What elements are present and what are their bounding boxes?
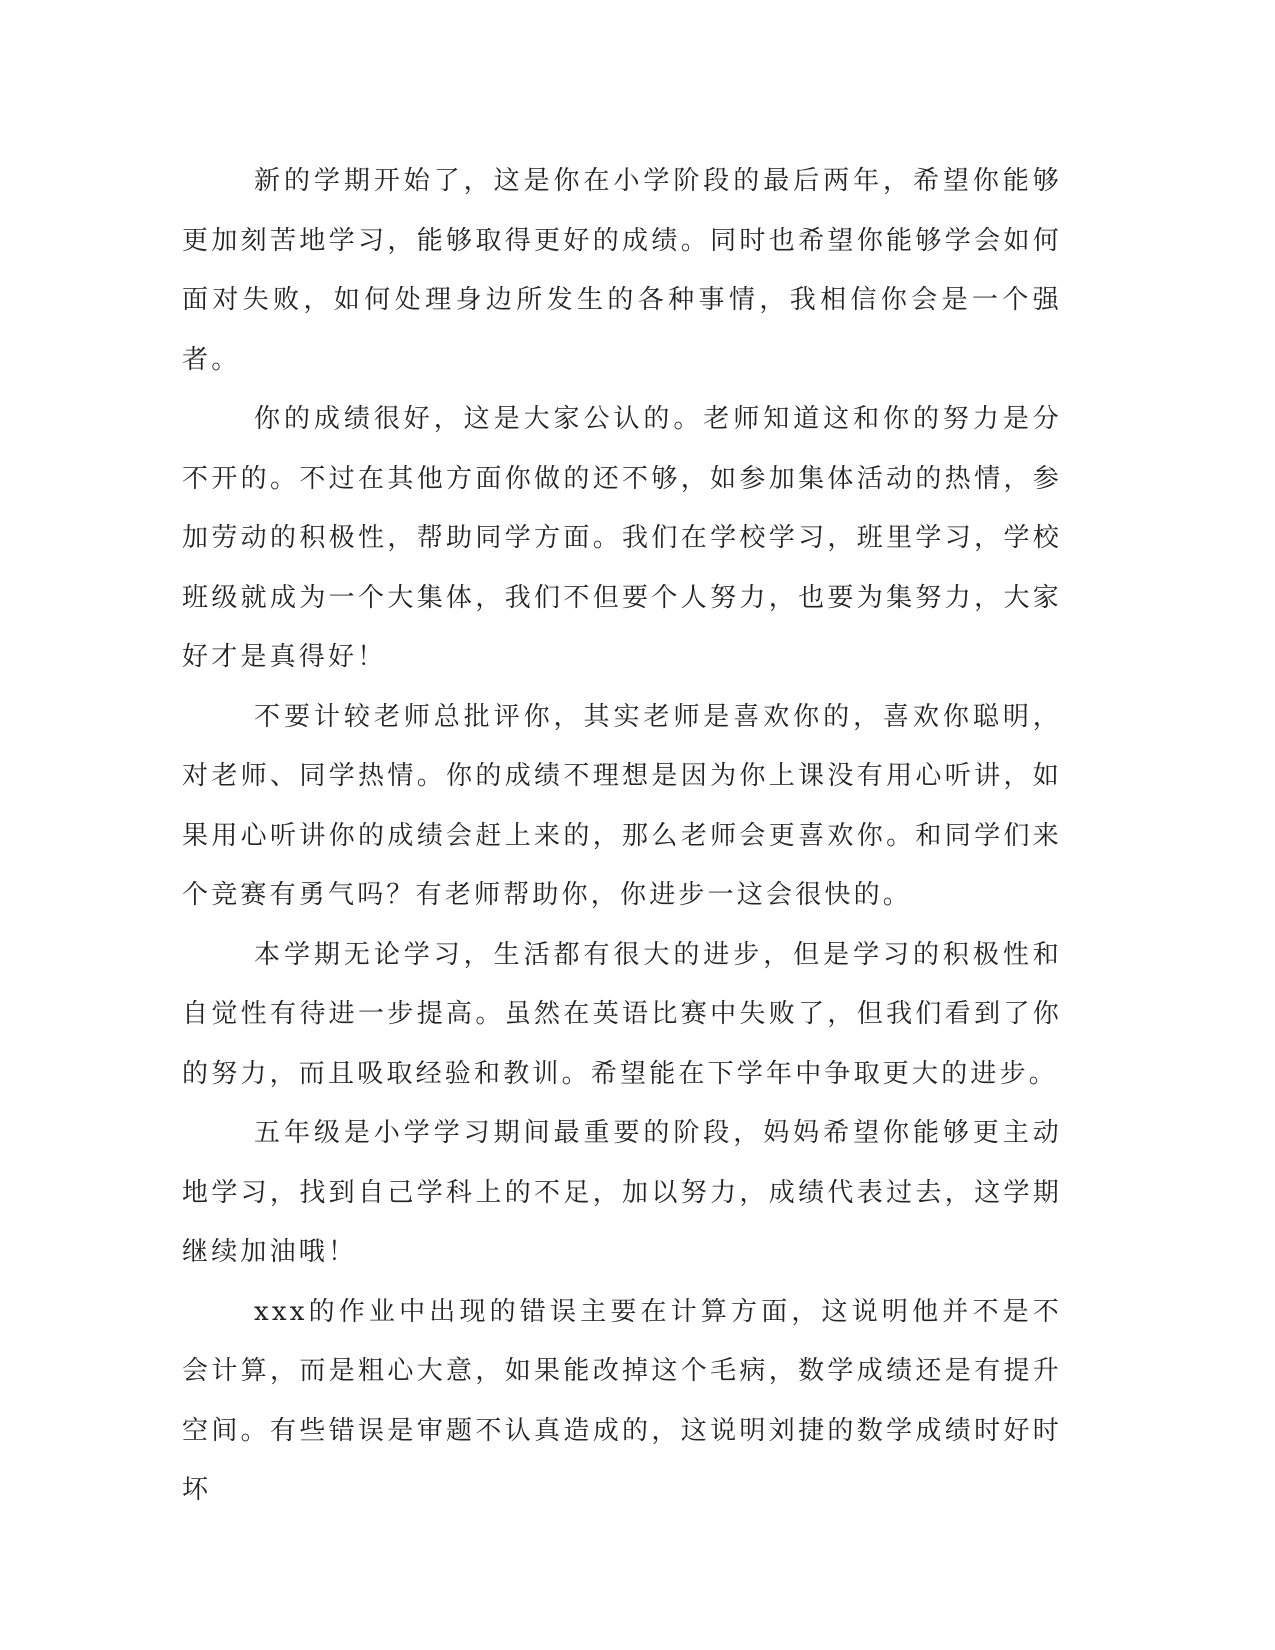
paragraph-3: 不要计较老师总批评你，其实老师是喜欢你的，喜欢你聪明，对老师、同学热情。你的成绩不理想是因为你上课没有用心听讲，如果用心听讲你的成绩会赶上来的，那么老师会更喜欢你。和同学们来个竞赛有勇气吗？有老师帮助你，你进步一这会很快的。 [182,701,1062,910]
paragraph-1: 新的学期开始了，这是你在小学阶段的最后两年，希望你能够更加刻苦地学习，能够取得更好的成绩。同时也希望你能够学会如何面对失败，如何处理身边所发生的各种事情，我相信你会是一个强者。 [182,166,1062,375]
paragraph-5: 五年级是小学学习期间最重要的阶段，妈妈希望你能够更主动地学习，找到自己学科上的不足，加以努力，成绩代表过去，这学期继续加油哦！ [182,1118,1062,1267]
paragraph-2: 你的成绩很好，这是大家公认的。老师知道这和你的努力是分不开的。不过在其他方面你做的还不够，如参加集体活动的热情，参加劳动的积极性，帮助同学方面。我们在学校学习，班里学习，学校班级就成为一个大集体，我们不但要个人努力，也要为集努力，大家好才是真得好！ [182,404,1062,672]
paragraph-6: xxx的作业中出现的错误主要在计算方面，这说明他并不是不会计算，而是粗心大意，如果能改掉这个毛病，数学成绩还是有提升空间。有些错误是审题不认真造成的，这说明刘捷的数学成绩时好时坏 [182,1296,1062,1505]
document-body [182,152,1062,1521]
paragraph-4: 本学期无论学习，生活都有很大的进步，但是学习的积极性和自觉性有待进一步提高。虽然在英语比赛中失败了，但我们看到了你的努力，而且吸取经验和教训。希望能在下学年中争取更大的进步。 [182,939,1062,1089]
